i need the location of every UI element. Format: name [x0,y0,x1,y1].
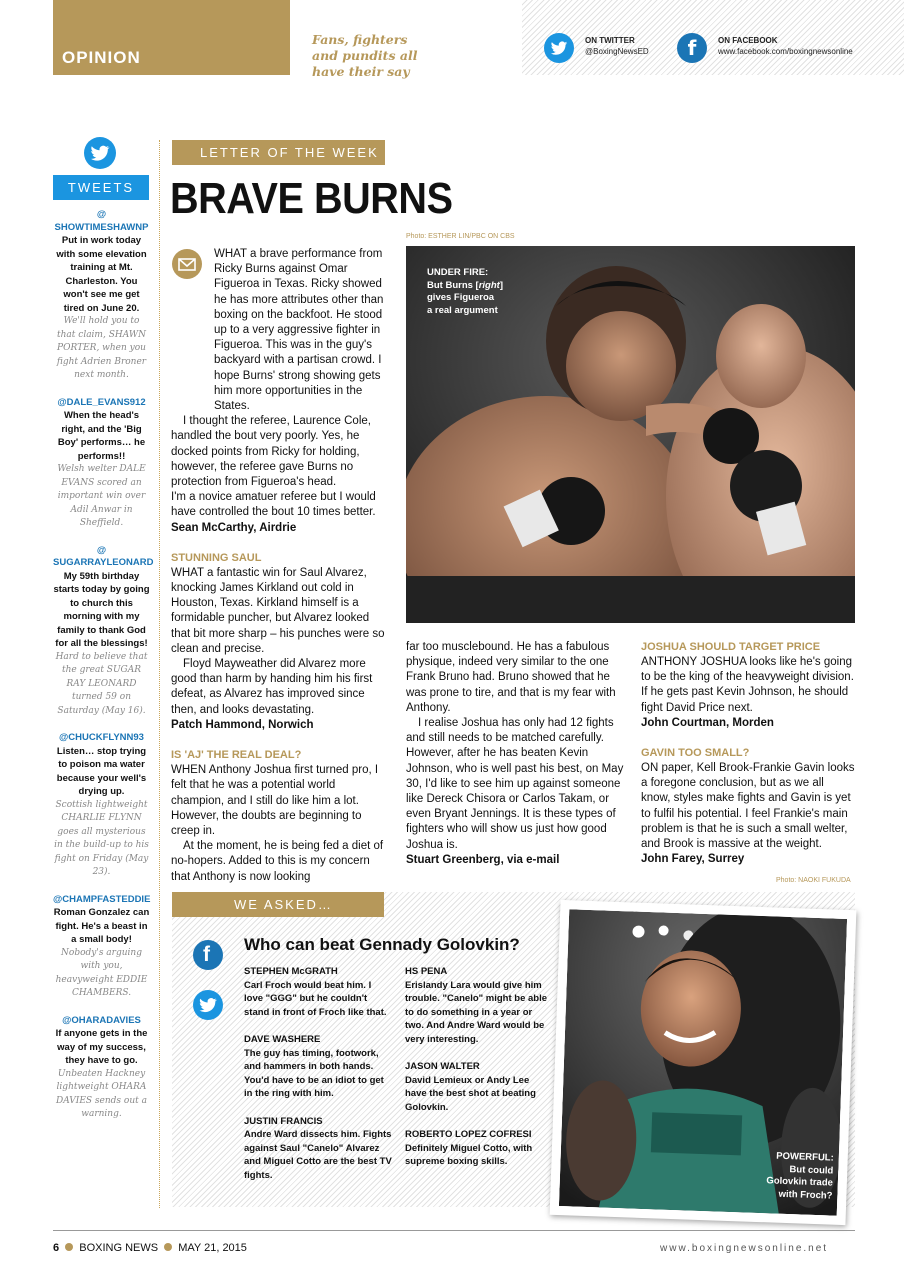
caption-line: UNDER FIRE: [427,267,489,278]
tweets-label: TWEETS [53,175,149,200]
facebook-title: ON FACEBOOK [718,36,778,45]
footer-dot [65,1243,73,1251]
letters-column-2 [406,640,624,868]
answer-name: DAVE WASHERE [244,1034,321,1045]
answer-text: Andre Ward dissects him. Fights against Saul "Canelo" Alvarez and Miguel Cotto are the best TV fights. [244,1129,392,1181]
facebook-icon: f [193,940,223,970]
answer-name: HS PENA [405,966,448,977]
caption-line: Golovkin trade [766,1175,834,1189]
facebook-url[interactable]: www.facebook.com/boxingnewsonline [718,47,853,56]
footer-rule [53,1230,855,1231]
letter-paragraph: ON paper, Kell Brook-Frankie Gavin looks a foregone conclusion, but as we all know, styles make fights and Gavin is yet to fulfil his potential. I feel Frankie's main problem is that he is such a small welter, and Brook is massive at the weight. [641,762,855,851]
tweet-body: If anyone gets in the way of my success, they have to go. [55,1028,148,1066]
answer-item [405,1060,553,1114]
letter-heading: STUNNING SAUL [171,551,262,564]
publication-name: BOXING NEWS [79,1242,159,1254]
twitter-title: ON TWITTER [585,36,635,45]
tweet-item [53,397,150,531]
answer-item [244,965,392,1019]
letter-signature: Patch Hammond, Norwich [171,718,314,731]
tweet-handle[interactable]: @ SHOWTIMESHAWNP [54,209,149,233]
letters-column-3 [641,640,856,867]
letter-heading: JOSHUA SHOULD TARGET PRICE [641,641,821,653]
column-divider [159,140,160,1208]
twitter-handle[interactable]: @BoxingNewsED [585,47,649,56]
we-asked-label: WE ASKED… [172,892,384,917]
answer-item [244,1115,392,1183]
tweet-body: My 59th birthday starts today by going to church this morning with my family to thank God for all the blessings! [53,570,150,649]
tweet-handle[interactable]: @OHARADAVIES [62,1014,141,1026]
twitter-bird-icon [84,137,116,169]
letter-heading: GAVIN TOO SMALL? [641,747,750,760]
issue-date: MAY 21, 2015 [178,1242,247,1254]
letter-signature: John Courtman, Morden [641,716,774,729]
we-asked-question: Who can beat Gennady Golovkin? [244,935,520,954]
tweet-item [53,732,150,880]
letter-signature: John Farey, Surrey [641,853,745,866]
answer-text: David Lemieux or Andy Lee have the best shot at beating Golovkin. [405,1074,536,1113]
tweet-body: Listen… stop trying to poison ma water because your well's drying up. [56,745,147,797]
tweet-body: Roman Gonzalez can fight. He's a beast in a small body! [53,907,150,945]
twitter-icon[interactable] [544,33,574,63]
letter-paragraph: far too musclebound. He has a fabulous physique, indeed very similar to the one Frank Bruno had. Bruno showed that he was prone to tire, and that is my fear with Anthony. [406,641,616,714]
answer-item [405,1128,553,1169]
golovkin-photo-frame [550,900,857,1225]
photo-credit: Photo: ESTHER LIN/PBC ON CBS [406,233,515,240]
answer-text: The guy has timing, footwork, and hammers in both hands. You'd have to be an idiot to get in the ring with him. [244,1047,384,1099]
tweet-handle[interactable]: @ SUGARRAYLEONARD [53,544,154,568]
tweet-item [53,209,150,383]
letter-paragraph: I'm a novice amatuer referee but I would have controlled the bout 10 times better. [171,491,376,519]
caption-line: gives Figueroa [427,292,495,303]
caption-line: POWERFUL: [776,1150,834,1164]
answer-item [244,1033,392,1101]
letter-paragraph: WHAT a fantastic win for Saul Alvarez, knocking James Kirkland out cold in Houston, Texas. Kirkland himself is a formidable puncher, but Alvarez looked that bit more sharp – his punches were so clean and precise. [171,566,385,655]
footer-url[interactable]: www.boxingnewsonline.net [660,1243,829,1254]
caption-line: with Froch? [778,1188,833,1202]
tweet-handle[interactable]: @CHUCKFLYNN93 [59,732,144,743]
letters-column-1 [171,247,386,885]
answer-name: JUSTIN FRANCIS [244,1115,323,1127]
answer-text: Carl Froch would beat him. I love "GGG" but he couldn't stand in front of Froch like that. [244,979,387,1018]
answer-item [405,965,553,1046]
answers-column-1 [244,965,392,1196]
letter-headline: BRAVE BURNS [170,174,453,223]
tweet-note: Welsh welter DALE EVANS scored an important win over Adil Anwar in Sheffield. [57,464,146,528]
section-tagline [312,32,452,80]
tweets-list [53,209,154,1136]
tweet-note: Unbeaten Hackney lightweight OHARA DAVIES sends out a warning. [56,1068,147,1119]
twitter-icon [193,990,223,1020]
letter-paragraph: Floyd Mayweather did Alvarez more good than harm by handing him his first defeat, as Alvarez has improved since then, and looks devastating. [171,658,373,716]
letter-signature: Sean McCarthy, Airdrie [171,521,297,534]
section-label: OPINION [62,48,141,67]
letter-signature: Stuart Greenberg, via e-mail [406,853,560,866]
letter-paragraph: WHAT a brave performance from Ricky Burns against Omar Figueroa in Texas. Ricky showed he has more attributes other than boxing on the backfoot. He stood up to a very aggressive fighter in Figueroa. This was in the guy's backyard with a partisan crowd. I hope Burns' strong showing gets him more opportunities in the States. [214,248,384,413]
tweet-note: We'll hold you to that claim, SHAWN PORTER, when you fight Adrien Broner next month. [56,316,147,380]
caption-line: But could [789,1163,834,1177]
page-number: 6 [53,1242,60,1254]
letter-paragraph: WHEN Anthony Joshua first turned pro, I felt that he was a potential world champion, and I still do like him a lot. However, the doubts are beginning to creep in. [171,764,379,837]
answer-text: Erislandy Lara would give him trouble. "Canelo" might be able to do something in a year or two. And Andre Ward would be very interesting. [405,979,548,1045]
tagline-line: have their say [312,64,410,79]
letter-of-week-label: LETTER OF THE WEEK [172,140,385,165]
fight-photo-caption [427,267,503,317]
golovkin-photo-caption [766,1150,834,1202]
answer-name: ROBERTO LOPEZ COFRESI [405,1129,532,1140]
tweet-handle[interactable]: @CHAMPFASTEDDIE [53,893,151,905]
answer-text: Definitely Miguel Cotto, with supreme boxing skills. [405,1142,533,1167]
facebook-icon[interactable]: f [677,33,707,63]
footer-dot [164,1243,172,1251]
tagline-line: Fans, fighters [312,32,408,47]
tweet-handle[interactable]: @DALE_EVANS912 [57,396,146,408]
tweet-item [53,544,154,719]
tweet-item [53,894,150,1001]
letter-paragraph: At the moment, he is being fed a diet of no-hopers. Added to this is my concern that Anthony is now looking [171,840,384,883]
tagline-line: and pundits all [312,48,418,63]
caption-line: a real argument [427,304,498,316]
tweet-note: Scottish lightweight CHARLIE FLYNN goes all mysterious in the build-up to his fight on Friday (May 23). [54,799,149,877]
letter-paragraph: I thought the referee, Laurence Cole, handled the bout very poorly. Yes, he docked points from Ricky for holding, however, the referee gave Burns no protection from Figueroa's head. [171,415,371,489]
footer-folio [53,1242,247,1254]
answer-name: STEPHEN McGRATH [244,966,338,977]
social-header [522,0,904,75]
tweet-note: Hard to believe that the great SUGAR RAY LEONARD turned 59 on Saturday (May 16). [55,651,148,716]
tweet-body: When the head's right, and the 'Big Boy' performs… he performs!! [57,410,146,462]
answer-name: JASON WALTER [405,1061,480,1072]
caption-line: But Burns [right] [427,279,503,291]
letter-paragraph: I realise Joshua has only had 12 fights and still needs to be matched carefully. However, after he has beaten Kevin Johnson, who is well past his best, on May 30, I'd like to see him up against someone like Dereck Chisora or Carlos Takam, or even Bryant Jennings. It is these types of fighters who will show us just how good Joshua is. [406,717,624,851]
photo-credit: Photo: NAOKI FUKUDA [776,877,851,884]
answers-column-2 [405,965,553,1183]
tweet-note: Nobody's arguing with you, heavyweight EDDIE CHAMBERS. [55,947,148,998]
tweet-item [53,1015,150,1122]
letter-paragraph: ANTHONY JOSHUA looks like he's going to be the king of the heavyweight division. If he gets past Kevin Johnson, he should fight David Price next. [641,656,854,714]
letter-heading: IS 'AJ' THE REAL DEAL? [171,749,302,762]
tweet-body: Put in work today with some elevation training at Mt. Charleston. You won't see me get tired on June 20. [56,235,147,314]
